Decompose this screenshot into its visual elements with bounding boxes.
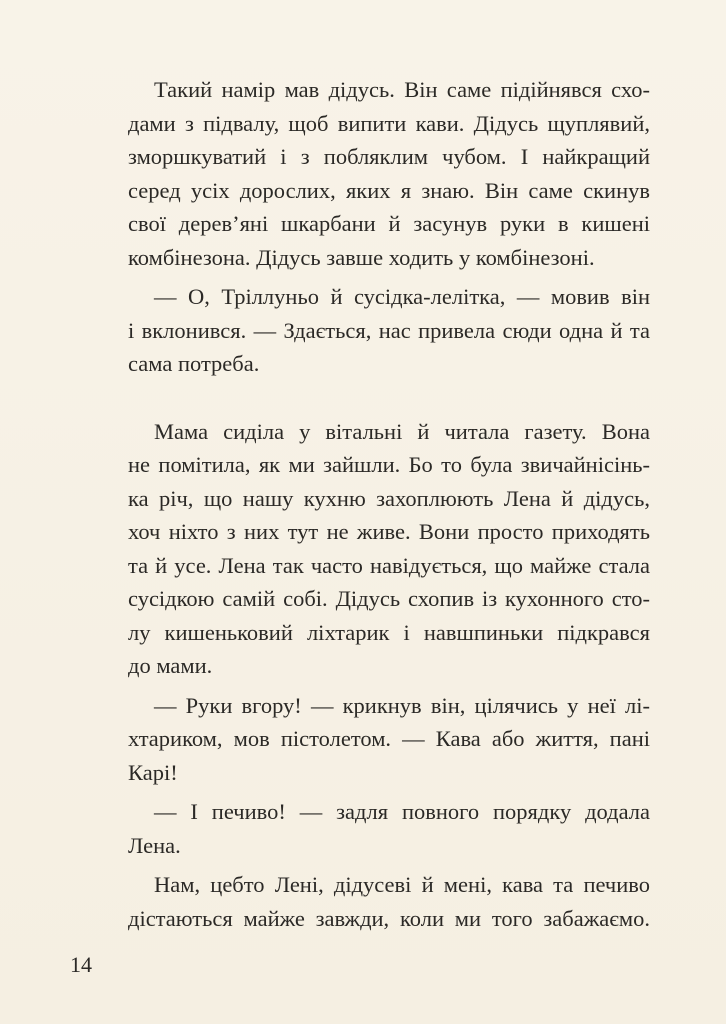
text-line: лу кишеньковий ліхтарик і навшпиньки підкрався <box>128 619 650 645</box>
section-gap <box>102 381 650 415</box>
text-line: сама потреба. <box>128 351 260 376</box>
text-line: Нам, цебто Лені, дідусеві й мені, кава та печиво <box>154 872 650 897</box>
text-line: Карі! <box>128 759 178 785</box>
text-line: хоч ніхто з них тут не живе. Вони просто приходять <box>128 519 650 544</box>
paragraph-3 <box>102 415 650 683</box>
text-line: дістаються майже завжди, коли ми того забажаємо. <box>128 905 650 931</box>
text-line: і вклонився. — Здається, нас привела сюди одна й та <box>128 317 650 343</box>
text-line: Такий намір мав дідусь. Він саме підійнявся схо- <box>154 77 650 102</box>
paragraph-6 <box>102 868 650 935</box>
text-line: дами з підвалу, щоб випити кави. Дідусь щуплявий, <box>128 110 650 136</box>
text-line: Лена. <box>128 832 181 858</box>
page-number: 14 <box>70 952 92 977</box>
page-text <box>102 73 650 935</box>
text-line: не помітила, як ми зайшли. Бо то була звичайнісінь- <box>128 452 650 477</box>
text-line: комбінезона. Дідусь завше ходить у комбінезоні. <box>128 244 595 270</box>
text-line: ка річ, що нашу кухню захоплюють Лена й дідусь, <box>128 485 650 511</box>
text-line: — Руки вгору! — крикнув він, цілячись у неї лі- <box>154 692 650 718</box>
text-line: — О, Тріллуньо й сусідка-лелітка, — мовив він <box>154 284 650 309</box>
text-line: зморшкуватий і з побляклим чубом. І найкращий <box>128 144 650 169</box>
text-line: та й усе. Лена так часто навідується, що майже стала <box>128 552 650 578</box>
paragraph-2 <box>102 280 650 381</box>
paragraph-4 <box>102 689 650 790</box>
text-line: хтариком, мов пістолетом. — Кава або життя, пані <box>128 726 650 751</box>
paragraph-1 <box>102 73 650 274</box>
text-line: — І печиво! — задля повного порядку додала <box>154 799 650 824</box>
text-line: серед усіх дорослих, яких я знаю. Він саме скинув <box>128 177 650 203</box>
text-line: Мама сиділа у вітальні й читала газету. Вона <box>154 418 650 444</box>
paragraph-5 <box>102 795 650 862</box>
text-line: сусідкою самій собі. Дідусь схопив із кухонного сто- <box>128 586 650 611</box>
text-line: до мами. <box>128 653 213 678</box>
text-line: свої дерев’яні шкарбани й засунув руки в кишені <box>128 211 650 236</box>
